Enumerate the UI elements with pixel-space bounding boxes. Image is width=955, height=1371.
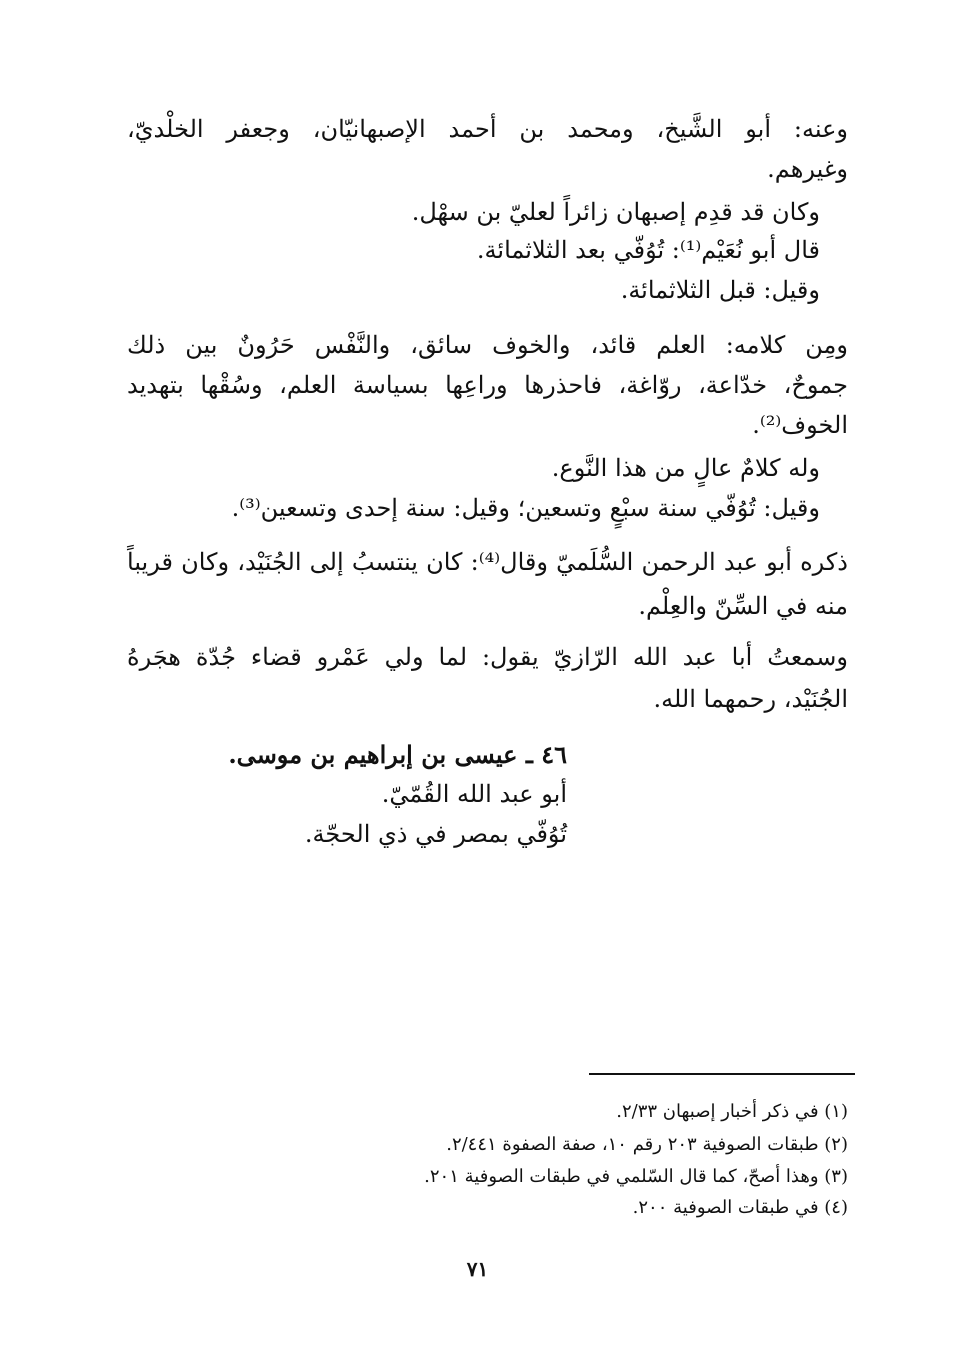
paragraph-sulami-line-2: منه في السِّنّ والعِلْم. bbox=[638, 592, 848, 620]
paragraph-abu-nuaym-death: قال أبو نُعَيْم⁽¹⁾: تُوُفّي بعد الثلاثمائة. bbox=[476, 236, 820, 264]
paragraph-sayings-line-3: الخوف⁽²⁾. bbox=[752, 411, 848, 439]
entry-heading: ٤٦ ـ عيسى بن إبراهيم بن موسى. bbox=[228, 740, 567, 769]
entry-kunya: أبو عبد الله القُمّيّ. bbox=[381, 780, 567, 808]
paragraph-visit-isfahan: وكان قد قدِم إصبهان زائراً لعليّ بن سهْل. bbox=[411, 198, 820, 226]
footnote-divider bbox=[589, 1073, 855, 1075]
paragraph-narrators-line-2: وغيرهم. bbox=[767, 155, 848, 183]
footnote-3: (٣) وهذا أصحّ، كما قال السّلمي في طبقات الصوفية ٢٠١. bbox=[424, 1166, 848, 1187]
paragraph-lofty-speech: وله كلامٌ عالٍ من هذا النَّوع. bbox=[551, 454, 820, 482]
paragraph-death-alternative: وقيل: قبل الثلاثمائة. bbox=[620, 276, 820, 304]
paragraph-death-year: وقيل: تُوُفّي سنة سبْعٍ وتسعين؛ وقيل: سنة إحدى وتسعين⁽³⁾. bbox=[231, 494, 820, 522]
footnote-2: (٢) طبقات الصوفية ٢٠٣ رقم ١٠، صفة الصفوة ٢/٤٤١. bbox=[446, 1134, 848, 1155]
footnote-4: (٤) في طبقات الصوفية ٢٠٠. bbox=[632, 1197, 848, 1218]
paragraph-razi-line-2: الجُنَيْد، رحمهما الله. bbox=[653, 685, 848, 713]
paragraph-razi-line-1: وسمعتُ أبا عبد الله الرّازيّ يقول: لما ولي عَمْرو قضاء جُدّة هجَرهُ bbox=[127, 643, 848, 671]
entry-death: تُوُفّي بمصر في ذي الحجّة. bbox=[304, 820, 567, 848]
paragraph-sulami-line-1: ذكره أبو عبد الرحمن السُّلَميّ وقال⁽⁴⁾: كان ينتسبُ إلى الجُنَيْد، وكان قريباً bbox=[127, 548, 848, 576]
footnote-1: (١) في ذكر أخبار إصبهان ٢/٣٣. bbox=[616, 1101, 848, 1122]
paragraph-narrators-line-1: وعنه: أبو الشَّيخ، ومحمد بن أحمد الإصبهانيّان، وجعفر الخلْديّ، bbox=[127, 115, 848, 143]
page-number: ٧١ bbox=[466, 1257, 489, 1281]
paragraph-sayings-line-2: جموحٌ، خدّاعة، روّاغة، فاحذرها وراعِها بسياسة العلم، وسُقْها بتهديد bbox=[127, 371, 848, 399]
paragraph-sayings-line-1: ومِن كلامه: العلم قائد، والخوف سائق، والنَّفْس حَرُونٌ بين ذلك bbox=[127, 331, 848, 359]
